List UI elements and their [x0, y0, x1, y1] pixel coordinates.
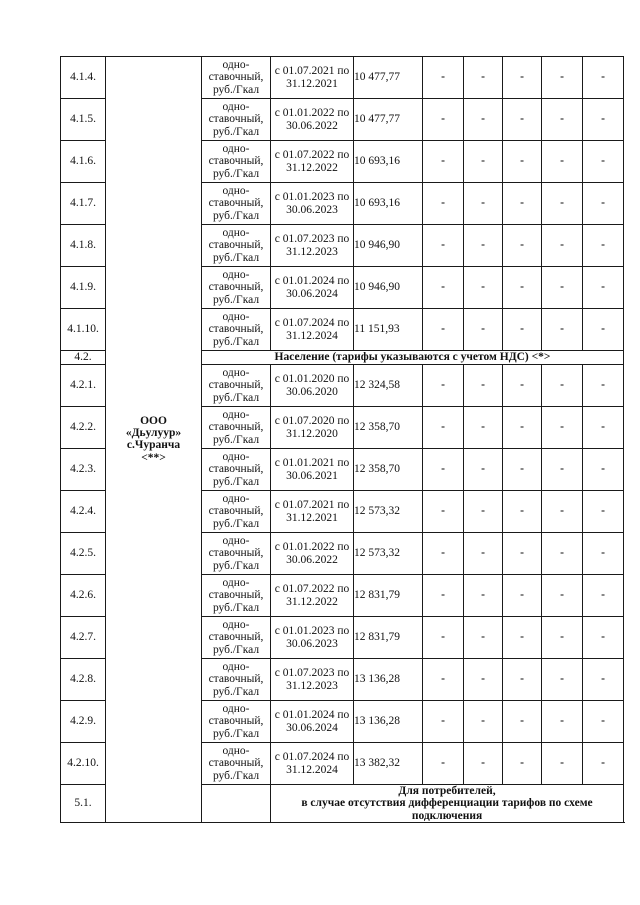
section-number: 5.1. — [61, 785, 106, 823]
empty-value-dash: - — [423, 183, 464, 225]
empty-value-dash: - — [423, 99, 464, 141]
empty-value-dash: - — [542, 617, 583, 659]
empty-value-dash: - — [423, 533, 464, 575]
row-number: 4.2.3. — [61, 449, 106, 491]
tariff-value: 10 946,90 — [354, 267, 423, 309]
tariff-type: одно-ставочный, руб./Гкал — [202, 141, 271, 183]
empty-value-dash: - — [503, 225, 542, 267]
empty-value-dash: - — [542, 449, 583, 491]
tariff-type: одно-ставочный, руб./Гкал — [202, 407, 271, 449]
empty-value-dash: - — [464, 575, 503, 617]
empty-value-dash: - — [464, 365, 503, 407]
organization-name: ООО «Дьулуур» с.Чуранча <**> — [125, 414, 182, 464]
empty-value-dash: - — [464, 617, 503, 659]
row-number: 4.2.8. — [61, 659, 106, 701]
organization-cell-empty — [202, 785, 271, 823]
tariff-type: одно-ставочный, руб./Гкал — [202, 659, 271, 701]
empty-value-dash: - — [423, 491, 464, 533]
empty-value-dash: - — [542, 743, 583, 785]
tariff-period: с 01.01.2023 по 30.06.2023 — [271, 617, 354, 659]
tariff-type: одно-ставочный, руб./Гкал — [202, 617, 271, 659]
tariff-type: одно-ставочный, руб./Гкал — [202, 183, 271, 225]
empty-value-dash: - — [423, 57, 464, 99]
row-number: 4.2.2. — [61, 407, 106, 449]
tariff-period: с 01.01.2020 по 30.06.2020 — [271, 365, 354, 407]
tariff-type: одно-ставочный, руб./Гкал — [202, 365, 271, 407]
tariff-type: одно-ставочный, руб./Гкал — [202, 267, 271, 309]
empty-value-dash: - — [583, 267, 624, 309]
empty-value-dash: - — [542, 365, 583, 407]
row-number: 4.2.7. — [61, 617, 106, 659]
empty-value-dash: - — [503, 407, 542, 449]
empty-value-dash: - — [542, 309, 583, 351]
empty-value-dash: - — [503, 533, 542, 575]
empty-value-dash: - — [583, 225, 624, 267]
empty-value-dash: - — [423, 575, 464, 617]
empty-value-dash: - — [464, 533, 503, 575]
empty-value-dash: - — [464, 659, 503, 701]
empty-value-dash: - — [464, 449, 503, 491]
tariff-type: одно-ставочный, руб./Гкал — [202, 309, 271, 351]
empty-value-dash: - — [464, 141, 503, 183]
empty-value-dash: - — [423, 743, 464, 785]
tariff-period: с 01.07.2021 по 31.12.2021 — [271, 57, 354, 99]
tariff-period: с 01.07.2021 по 31.12.2021 — [271, 491, 354, 533]
tariff-period: с 01.01.2022 по 30.06.2022 — [271, 533, 354, 575]
tariff-table — [60, 56, 624, 823]
row-number: 4.1.10. — [61, 309, 106, 351]
empty-value-dash: - — [542, 267, 583, 309]
tariff-value: 10 693,16 — [354, 141, 423, 183]
empty-value-dash: - — [542, 659, 583, 701]
tariff-value: 13 136,28 — [354, 659, 423, 701]
empty-value-dash: - — [542, 99, 583, 141]
tariff-period: с 01.07.2022 по 31.12.2022 — [271, 575, 354, 617]
row-number: 4.2.1. — [61, 365, 106, 407]
tariff-period: с 01.07.2022 по 31.12.2022 — [271, 141, 354, 183]
tariff-value: 13 136,28 — [354, 701, 423, 743]
empty-value-dash: - — [542, 491, 583, 533]
empty-value-dash: - — [503, 57, 542, 99]
empty-value-dash: - — [583, 99, 624, 141]
empty-value-dash: - — [583, 659, 624, 701]
empty-value-dash: - — [503, 141, 542, 183]
empty-value-dash: - — [464, 57, 503, 99]
empty-value-dash: - — [542, 407, 583, 449]
empty-value-dash: - — [542, 533, 583, 575]
empty-value-dash: - — [503, 267, 542, 309]
tariff-type: одно-ставочный, руб./Гкал — [202, 575, 271, 617]
tariff-period: с 01.07.2023 по 31.12.2023 — [271, 659, 354, 701]
empty-value-dash: - — [464, 267, 503, 309]
tariff-period: с 01.07.2024 по 31.12.2024 — [271, 309, 354, 351]
empty-value-dash: - — [542, 141, 583, 183]
row-number: 4.2.9. — [61, 701, 106, 743]
empty-value-dash: - — [583, 617, 624, 659]
empty-value-dash: - — [503, 99, 542, 141]
empty-value-dash: - — [503, 743, 542, 785]
tariff-value: 10 477,77 — [354, 99, 423, 141]
row-number: 4.1.6. — [61, 141, 106, 183]
empty-value-dash: - — [423, 617, 464, 659]
row-number: 4.1.8. — [61, 225, 106, 267]
tariff-period: с 01.01.2021 по 30.06.2021 — [271, 449, 354, 491]
tariff-type: одно-ставочный, руб./Гкал — [202, 701, 271, 743]
tariff-period: с 01.01.2024 по 30.06.2024 — [271, 267, 354, 309]
row-number: 4.2.5. — [61, 533, 106, 575]
tariff-value: 13 382,32 — [354, 743, 423, 785]
tariff-type: одно-ставочный, руб./Гкал — [202, 99, 271, 141]
empty-value-dash: - — [423, 659, 464, 701]
empty-value-dash: - — [503, 365, 542, 407]
tariff-period: с 01.01.2022 по 30.06.2022 — [271, 99, 354, 141]
empty-value-dash: - — [583, 57, 624, 99]
empty-value-dash: - — [503, 701, 542, 743]
empty-value-dash: - — [503, 309, 542, 351]
tariff-value: 12 324,58 — [354, 365, 423, 407]
row-number: 4.2.6. — [61, 575, 106, 617]
empty-value-dash: - — [583, 309, 624, 351]
section-title: Население (тарифы указываются с учетом НДС) <*> — [202, 351, 624, 365]
row-number: 4.1.9. — [61, 267, 106, 309]
row-number: 4.1.7. — [61, 183, 106, 225]
section-title-line: в случае отсутствия дифференциации тарифов по схеме подключения — [301, 797, 593, 822]
empty-value-dash: - — [423, 365, 464, 407]
section-number: 4.2. — [61, 351, 106, 365]
tariff-period: с 01.01.2023 по 30.06.2023 — [271, 183, 354, 225]
empty-value-dash: - — [583, 141, 624, 183]
empty-value-dash: - — [464, 225, 503, 267]
section-title-line: Для потребителей, — [398, 785, 496, 797]
empty-value-dash: - — [464, 183, 503, 225]
tariff-value: 10 946,90 — [354, 225, 423, 267]
tariff-period: с 01.01.2024 по 30.06.2024 — [271, 701, 354, 743]
table-row — [61, 57, 624, 99]
empty-value-dash: - — [542, 183, 583, 225]
row-number: 4.2.10. — [61, 743, 106, 785]
empty-value-dash: - — [503, 659, 542, 701]
empty-value-dash: - — [542, 57, 583, 99]
empty-value-dash: - — [583, 407, 624, 449]
row-number: 4.2.4. — [61, 491, 106, 533]
empty-value-dash: - — [583, 491, 624, 533]
tariff-value: 11 151,93 — [354, 309, 423, 351]
tariff-type: одно-ставочный, руб./Гкал — [202, 57, 271, 99]
empty-value-dash: - — [423, 701, 464, 743]
empty-value-dash: - — [542, 225, 583, 267]
empty-value-dash: - — [423, 407, 464, 449]
empty-value-dash: - — [503, 491, 542, 533]
empty-value-dash: - — [464, 701, 503, 743]
empty-value-dash: - — [583, 365, 624, 407]
tariff-type: одно-ставочный, руб./Гкал — [202, 743, 271, 785]
empty-value-dash: - — [464, 407, 503, 449]
empty-value-dash: - — [423, 267, 464, 309]
row-number: 4.1.5. — [61, 99, 106, 141]
tariff-period: с 01.07.2023 по 31.12.2023 — [271, 225, 354, 267]
tariff-period: с 01.07.2020 по 31.12.2020 — [271, 407, 354, 449]
empty-value-dash: - — [503, 575, 542, 617]
empty-value-dash: - — [583, 533, 624, 575]
empty-value-dash: - — [542, 575, 583, 617]
tariff-value: 12 573,32 — [354, 491, 423, 533]
tariff-type: одно-ставочный, руб./Гкал — [202, 225, 271, 267]
row-number: 4.1.4. — [61, 57, 106, 99]
empty-value-dash: - — [423, 309, 464, 351]
tariff-value: 12 831,79 — [354, 575, 423, 617]
empty-value-dash: - — [583, 743, 624, 785]
empty-value-dash: - — [503, 617, 542, 659]
tariff-value: 12 573,32 — [354, 533, 423, 575]
empty-value-dash: - — [583, 575, 624, 617]
empty-value-dash: - — [583, 183, 624, 225]
empty-value-dash: - — [503, 449, 542, 491]
empty-value-dash: - — [503, 183, 542, 225]
empty-value-dash: - — [464, 491, 503, 533]
empty-value-dash: - — [583, 449, 624, 491]
tariff-type: одно-ставочный, руб./Гкал — [202, 533, 271, 575]
empty-value-dash: - — [464, 99, 503, 141]
empty-value-dash: - — [583, 701, 624, 743]
tariff-value: 10 693,16 — [354, 183, 423, 225]
empty-value-dash: - — [464, 743, 503, 785]
tariff-value: 12 831,79 — [354, 617, 423, 659]
empty-value-dash: - — [542, 701, 583, 743]
tariff-period: с 01.07.2024 по 31.12.2024 — [271, 743, 354, 785]
organization-cell — [106, 57, 202, 823]
empty-value-dash: - — [423, 141, 464, 183]
tariff-type: одно-ставочный, руб./Гкал — [202, 491, 271, 533]
empty-value-dash: - — [423, 449, 464, 491]
empty-value-dash: - — [464, 309, 503, 351]
tariff-value: 12 358,70 — [354, 449, 423, 491]
section-title — [271, 785, 624, 823]
tariff-value: 10 477,77 — [354, 57, 423, 99]
tariff-type: одно-ставочный, руб./Гкал — [202, 449, 271, 491]
empty-value-dash: - — [423, 225, 464, 267]
tariff-value: 12 358,70 — [354, 407, 423, 449]
